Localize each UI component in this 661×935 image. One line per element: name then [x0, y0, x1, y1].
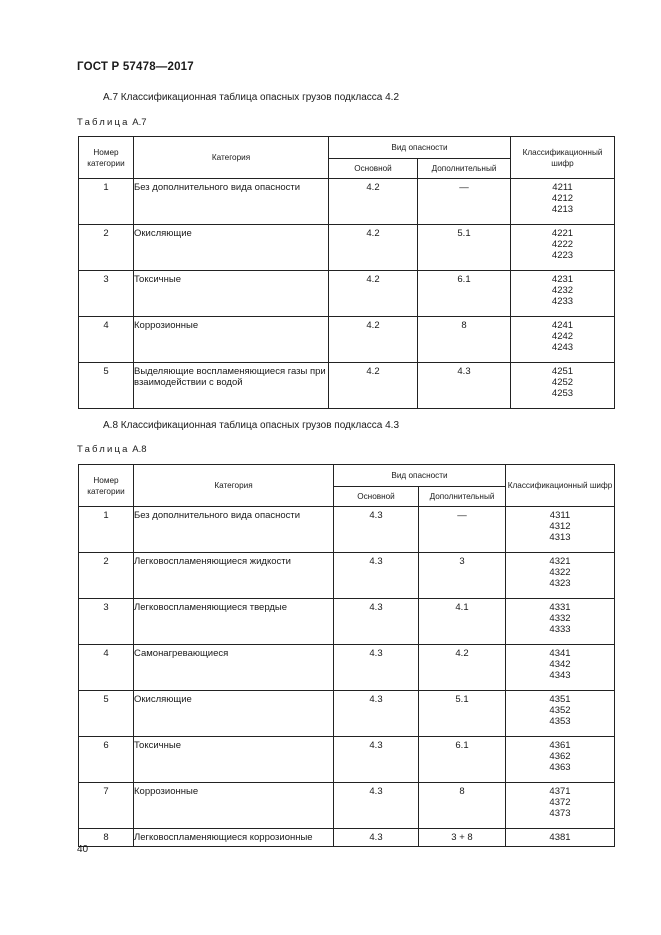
classification-code: 4321 [549, 556, 571, 567]
additional-hazard-cell: 3 [419, 553, 506, 599]
table-row [79, 179, 615, 225]
category-number-cell: 3 [79, 599, 134, 645]
additional-hazard-cell: — [419, 507, 506, 553]
classification-code-cell [506, 645, 615, 691]
section-title-a7: А.7 Классификационная таблица опасных грузов подкласса 4.2 [103, 92, 400, 103]
classification-code: 4313 [549, 532, 571, 543]
table-row [79, 599, 615, 645]
main-hazard-cell: 4.3 [334, 691, 419, 737]
category-name-cell: Окисляющие [134, 691, 334, 737]
classification-code-cell [506, 599, 615, 645]
classification-code: 4211 [552, 182, 573, 193]
classification-code: 4373 [549, 808, 571, 819]
main-hazard-cell: 4.2 [329, 271, 418, 317]
classification-code-cell [511, 317, 615, 363]
col-header-number: Номер категории [79, 137, 134, 179]
additional-hazard-cell: 4.1 [419, 599, 506, 645]
additional-hazard-cell: 4.2 [419, 645, 506, 691]
page-number: 40 [77, 844, 89, 855]
table-row [79, 271, 615, 317]
classification-table-a7 [78, 136, 615, 409]
col-header-code: Классификационный шифр [511, 137, 615, 179]
additional-hazard-cell: 6.1 [419, 737, 506, 783]
main-hazard-cell: 4.3 [334, 829, 419, 847]
document-header: ГОСТ Р 57478—2017 [77, 61, 194, 73]
category-number-cell: 4 [79, 645, 134, 691]
table-row [79, 553, 615, 599]
category-number-cell: 2 [79, 553, 134, 599]
main-hazard-cell: 4.3 [334, 553, 419, 599]
col-header-category: Категория [134, 465, 334, 507]
classification-code: 4361 [549, 740, 571, 751]
category-number-cell: 1 [79, 179, 134, 225]
classification-code: 4332 [549, 613, 571, 624]
classification-code: 4322 [549, 567, 571, 578]
category-name-cell: Легковоспламеняющиеся жидкости [134, 553, 334, 599]
classification-code: 4243 [551, 342, 574, 353]
classification-code: 4311 [549, 510, 571, 521]
category-name-cell: Без дополнительного вида опасности [134, 507, 334, 553]
category-number-cell: 3 [79, 271, 134, 317]
classification-code: 4331 [549, 602, 571, 613]
category-name-cell: Легковоспламеняющиеся коррозионные [134, 829, 334, 847]
classification-table-a8 [78, 464, 615, 847]
category-number-cell: 5 [79, 363, 134, 409]
additional-hazard-cell: 5.1 [419, 691, 506, 737]
category-number-cell: 8 [79, 829, 134, 847]
col-header-number: Номер категории [79, 465, 134, 507]
category-number-cell: 6 [79, 737, 134, 783]
table-row [79, 507, 615, 553]
classification-code: 4363 [549, 762, 571, 773]
classification-code-cell [511, 225, 615, 271]
classification-code: 4241 [551, 320, 574, 331]
classification-code: 4221 [551, 228, 574, 239]
classification-code: 4251 [551, 366, 574, 377]
classification-code: 4353 [549, 716, 571, 727]
classification-code: 4362 [549, 751, 571, 762]
table-caption-a7 [77, 117, 147, 128]
classification-code-cell [506, 691, 615, 737]
col-header-hazard: Вид опасности [329, 137, 511, 159]
col-header-main: Основной [329, 159, 418, 179]
classification-code: 4231 [551, 274, 574, 285]
table-caption-id: А.7 [132, 117, 147, 128]
section-title-a8: А.8 Классификационная таблица опасных грузов подкласса 4.3 [103, 420, 400, 431]
classification-code-cell [506, 553, 615, 599]
classification-code-cell [511, 271, 615, 317]
classification-code: 4213 [551, 204, 574, 215]
classification-code: 4333 [549, 624, 571, 635]
classification-code: 4323 [549, 578, 571, 589]
classification-code-cell [506, 737, 615, 783]
classification-code: 4381 [549, 832, 571, 843]
main-hazard-cell: 4.2 [329, 363, 418, 409]
category-name-cell: Коррозионные [134, 783, 334, 829]
classification-code: 4343 [549, 670, 571, 681]
classification-code-cell [511, 179, 615, 225]
table-caption-id: А.8 [132, 444, 147, 455]
classification-code: 4341 [549, 648, 571, 659]
col-header-additional: Дополнительный [418, 159, 511, 179]
table-row [79, 829, 615, 847]
additional-hazard-cell: 5.1 [418, 225, 511, 271]
classification-code: 4232 [551, 285, 574, 296]
table-caption-a8 [77, 444, 147, 455]
table-row [79, 691, 615, 737]
category-number-cell: 7 [79, 783, 134, 829]
classification-code: 4371 [549, 786, 571, 797]
table-row [79, 783, 615, 829]
table-row [79, 645, 615, 691]
category-name-cell: Токсичные [134, 737, 334, 783]
category-name-cell: Коррозионные [134, 317, 329, 363]
classification-code: 4222 [551, 239, 574, 250]
classification-code: 4342 [549, 659, 571, 670]
category-number-cell: 5 [79, 691, 134, 737]
classification-code: 4252 [551, 377, 574, 388]
category-name-cell: Выделяющие воспламеняющиеся газы при взаимодействии с водой [134, 363, 329, 409]
table-row [79, 737, 615, 783]
col-header-hazard: Вид опасности [334, 465, 506, 487]
main-hazard-cell: 4.2 [329, 317, 418, 363]
main-hazard-cell: 4.2 [329, 179, 418, 225]
category-number-cell: 4 [79, 317, 134, 363]
additional-hazard-cell: — [418, 179, 511, 225]
main-hazard-cell: 4.3 [334, 507, 419, 553]
classification-code: 4212 [551, 193, 574, 204]
main-hazard-cell: 4.2 [329, 225, 418, 271]
category-number-cell: 2 [79, 225, 134, 271]
classification-code: 4351 [549, 694, 571, 705]
category-name-cell: Самонагревающиеся [134, 645, 334, 691]
classification-code-cell [506, 829, 615, 847]
table-row [79, 317, 615, 363]
classification-code: 4312 [549, 521, 571, 532]
category-name-cell: Без дополнительного вида опасности [134, 179, 329, 225]
classification-code: 4223 [551, 250, 574, 261]
main-hazard-cell: 4.3 [334, 599, 419, 645]
additional-hazard-cell: 6.1 [418, 271, 511, 317]
category-name-cell: Легковоспламеняющиеся твердые [134, 599, 334, 645]
classification-code: 4253 [551, 388, 574, 399]
classification-code: 4233 [551, 296, 574, 307]
table-row [79, 363, 615, 409]
additional-hazard-cell: 8 [418, 317, 511, 363]
category-number-cell: 1 [79, 507, 134, 553]
col-header-category: Категория [134, 137, 329, 179]
additional-hazard-cell: 8 [419, 783, 506, 829]
category-name-cell: Токсичные [134, 271, 329, 317]
table-row [79, 225, 615, 271]
classification-code: 4242 [551, 331, 574, 342]
additional-hazard-cell: 3 + 8 [419, 829, 506, 847]
table-caption-word: Таблица [77, 444, 130, 455]
category-name-cell: Окисляющие [134, 225, 329, 271]
classification-code: 4372 [549, 797, 571, 808]
additional-hazard-cell: 4.3 [418, 363, 511, 409]
classification-code: 4352 [549, 705, 571, 716]
col-header-additional: Дополнительный [419, 487, 506, 507]
main-hazard-cell: 4.3 [334, 737, 419, 783]
main-hazard-cell: 4.3 [334, 783, 419, 829]
table-caption-word: Таблица [77, 117, 130, 128]
classification-code-cell [506, 507, 615, 553]
classification-code-cell [506, 783, 615, 829]
main-hazard-cell: 4.3 [334, 645, 419, 691]
classification-code-cell [511, 363, 615, 409]
col-header-main: Основной [334, 487, 419, 507]
col-header-code: Классификационный шифр [506, 465, 615, 507]
